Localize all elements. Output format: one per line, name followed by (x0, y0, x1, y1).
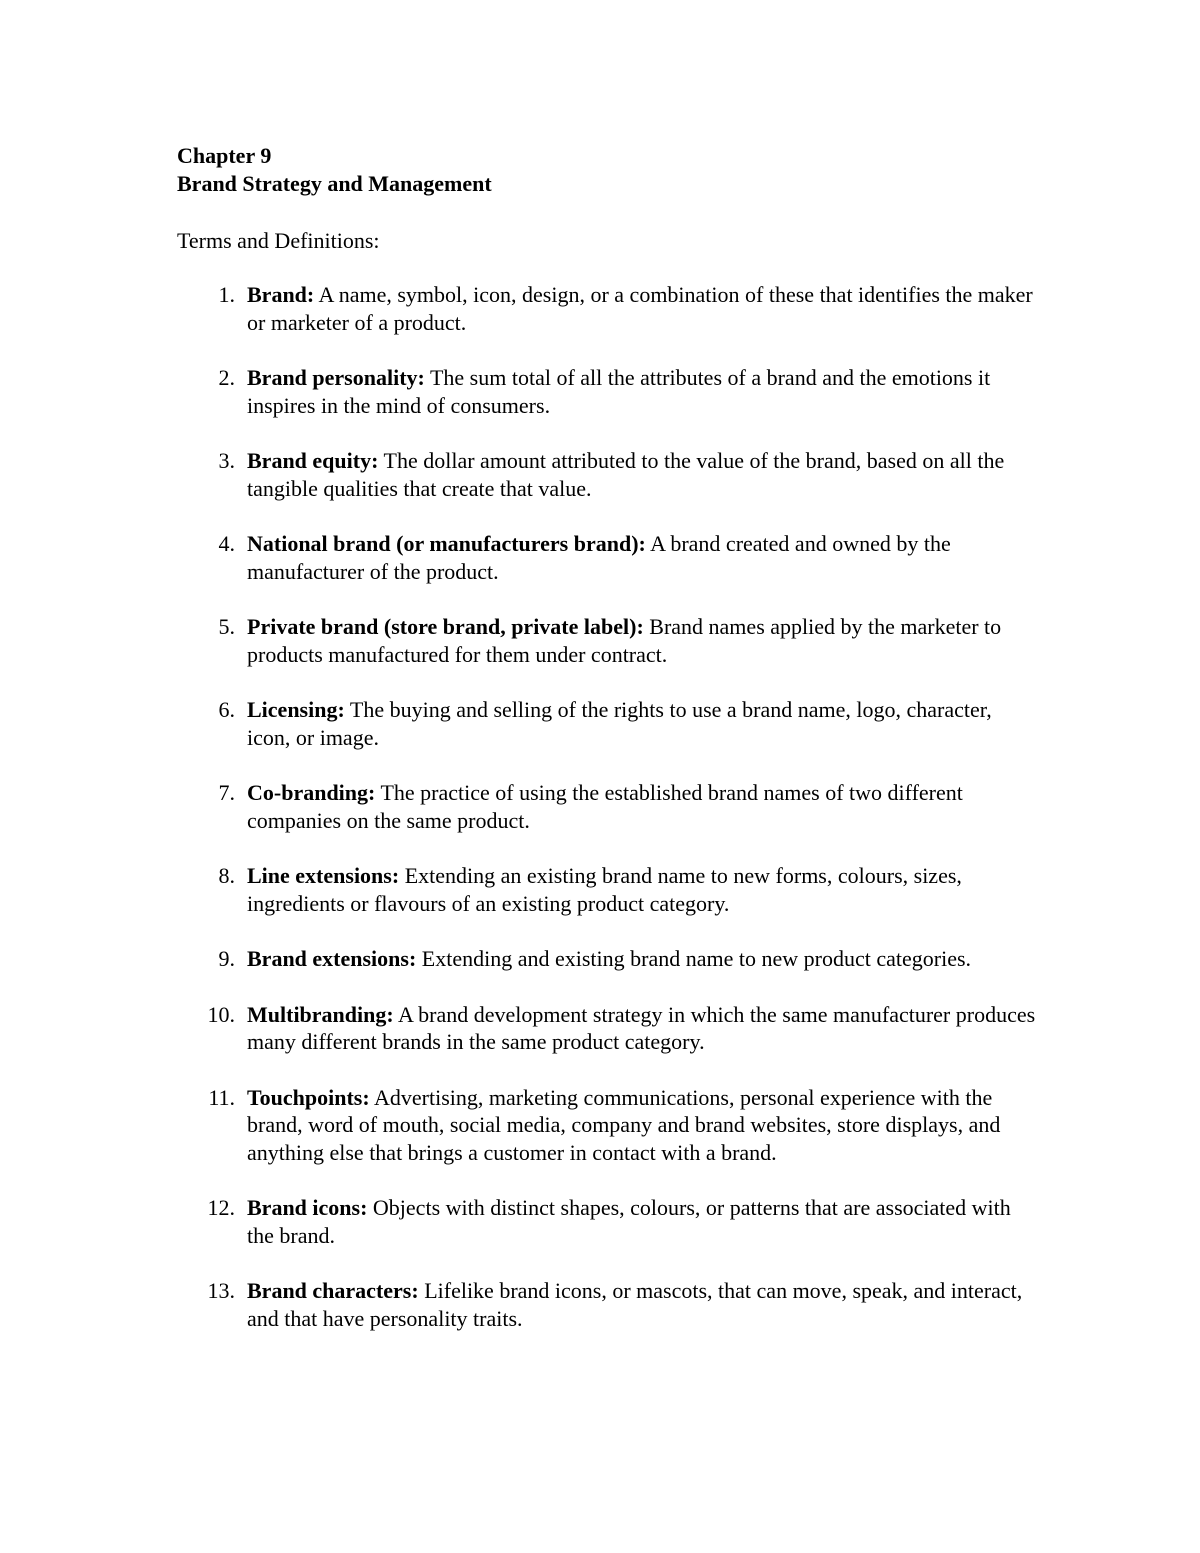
term-definition: Extending and existing brand name to new product categories. (421, 946, 972, 971)
chapter-label: Chapter 9 (177, 143, 272, 168)
term-item (177, 945, 1037, 973)
term-definition: A name, symbol, icon, design, or a combination of these that identifies the maker or marketer of a product. (247, 282, 1033, 335)
term-item (177, 530, 1037, 585)
term-number: 7. (218, 780, 235, 805)
term-item (177, 862, 1037, 917)
document-heading (177, 142, 492, 198)
term-name: Brand: (247, 282, 315, 307)
term-number: 3. (218, 448, 235, 473)
term-name: Line extensions: (247, 863, 400, 888)
term-number: 4. (218, 531, 235, 556)
term-item (177, 779, 1037, 834)
term-name: Brand icons: (247, 1195, 368, 1220)
term-item (177, 696, 1037, 751)
term-item (177, 447, 1037, 502)
term-name: Brand equity: (247, 448, 379, 473)
term-number: 5. (218, 614, 235, 639)
term-item (177, 281, 1037, 336)
term-name: Licensing: (247, 697, 345, 722)
term-item (177, 364, 1037, 419)
term-name: Private brand (store brand, private label): (247, 614, 644, 639)
term-number: 6. (218, 697, 235, 722)
term-number: 11. (208, 1084, 235, 1110)
terms-list (177, 281, 1037, 1360)
term-name: Brand characters: (247, 1278, 419, 1303)
term-item (177, 613, 1037, 668)
term-definition: Extending an existing brand name to new forms, colours, sizes, ingredients or flavours of an existing product category. (247, 863, 962, 916)
terms-intro: Terms and Definitions: (177, 228, 380, 253)
term-number: 13. (207, 1278, 235, 1303)
term-definition: The buying and selling of the rights to use a brand name, logo, character, icon, or image. (247, 697, 992, 750)
term-number: 1. (218, 282, 235, 307)
term-name: Brand personality: (247, 365, 425, 390)
term-number: 2. (218, 365, 235, 390)
term-definition: The practice of using the established brand names of two different companies on the same product. (247, 780, 963, 833)
term-item (177, 1084, 1037, 1167)
term-name: Multibranding: (247, 1001, 394, 1027)
term-definition: Brand names applied by the marketer to products manufactured for them under contract. (247, 614, 1002, 667)
term-item (177, 1277, 1037, 1332)
term-definition: Advertising, marketing communications, personal experience with the brand, word of mouth, social media, company and brand websites, store displays, and anything else that brings a customer in contact with a brand. (247, 1084, 1001, 1165)
term-number: 9. (218, 946, 235, 971)
term-definition: A brand development strategy in which the same manufacturer produces many different brands in the same product category. (247, 1001, 1036, 1054)
term-name: Brand extensions: (247, 946, 417, 971)
term-number: 12. (207, 1195, 235, 1220)
term-name: Co-branding: (247, 780, 376, 805)
chapter-title: Brand Strategy and Management (177, 171, 492, 196)
term-definition: Lifelike brand icons, or mascots, that can move, speak, and interact, and that have personality traits. (247, 1278, 1023, 1331)
term-item (177, 1001, 1037, 1056)
term-definition: Objects with distinct shapes, colours, or patterns that are associated with the brand. (247, 1195, 1011, 1248)
term-name: Touchpoints: (247, 1084, 370, 1110)
term-name: National brand (or manufacturers brand): (247, 531, 646, 556)
term-definition: A brand created and owned by the manufacturer of the product. (247, 531, 951, 584)
term-number: 8. (218, 863, 235, 888)
term-item (177, 1194, 1037, 1249)
term-definition: The dollar amount attributed to the value of the brand, based on all the tangible qualities that create that value. (247, 448, 1005, 501)
term-number: 10. (207, 1001, 235, 1027)
term-definition: The sum total of all the attributes of a brand and the emotions it inspires in the mind of consumers. (247, 365, 991, 418)
